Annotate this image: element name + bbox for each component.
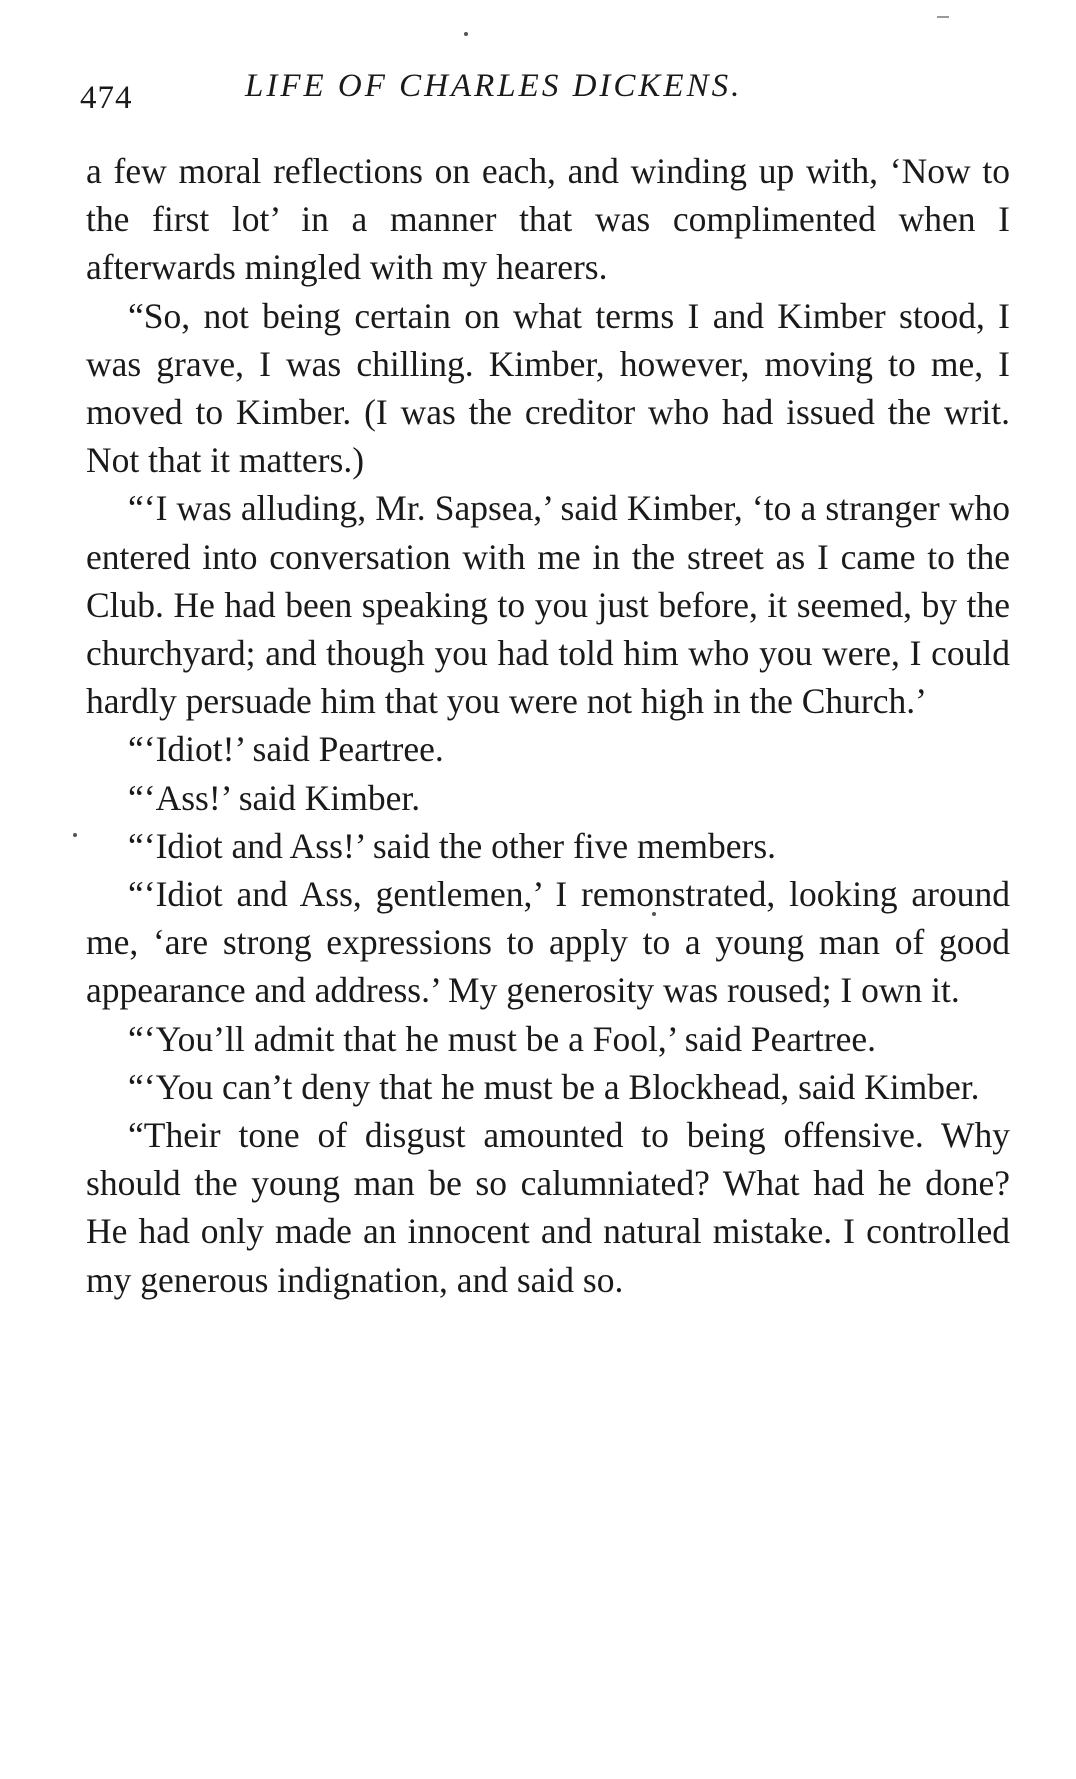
print-speck-corner — [937, 16, 949, 18]
paragraph: “‘Idiot!’ said Peartree. — [128, 729, 444, 770]
paragraph: “‘I was alluding, Mr. Sapsea,’ said Kimber, ‘to a stranger who entered into conversation with me in the street as I came to the Club. He had been speaking to you just before, it seemed, by the churchyard; and though you had told him who you were, I could hardly persuade him that you were not high in the Church.’ — [86, 488, 1010, 722]
paragraph: “‘You’ll admit that he must be a Fool,’ said Peartree. — [128, 1018, 876, 1059]
paragraph: “‘Idiot and Ass!’ said the other five members. — [128, 825, 777, 866]
running-header — [80, 58, 1020, 118]
paragraph: “‘You can’t deny that he must be a Blockhead, said Kimber. — [128, 1066, 980, 1107]
paragraph: “‘Ass!’ said Kimber. — [128, 777, 421, 818]
paragraph: “So, not being certain on what terms I and Kimber stood, I was grave, I was chilling. Kimber, however, moving to me, I moved to Kimber. (I was the creditor who had issued the writ. Not that it matters.) — [86, 295, 1010, 481]
print-speck-left — [73, 833, 77, 837]
paragraph: “‘Idiot and Ass, gentlemen,’ I remonstrated, looking around me, ‘are strong expressions to apply to a young man of good appearance and address.’ My generosity was roused; I own it. — [86, 874, 1010, 1011]
page-number: 474 — [80, 80, 133, 116]
paragraph: “Their tone of disgust amounted to being offensive. Why should the young man be so calumniated? What had he done? He had only made an innocent and natural mistake. I controlled my generous indignation, and said so. — [86, 1115, 1010, 1300]
paragraph-continuation: a few moral reflections on each, and winding up with, ‘Now to the first lot’ in a manner that was complimented when I afterwards mingled with my hearers. — [86, 151, 1010, 288]
running-title: LIFE OF CHARLES DICKENS. — [245, 68, 743, 104]
body-text — [86, 147, 1010, 1304]
print-speck-top — [464, 32, 468, 36]
